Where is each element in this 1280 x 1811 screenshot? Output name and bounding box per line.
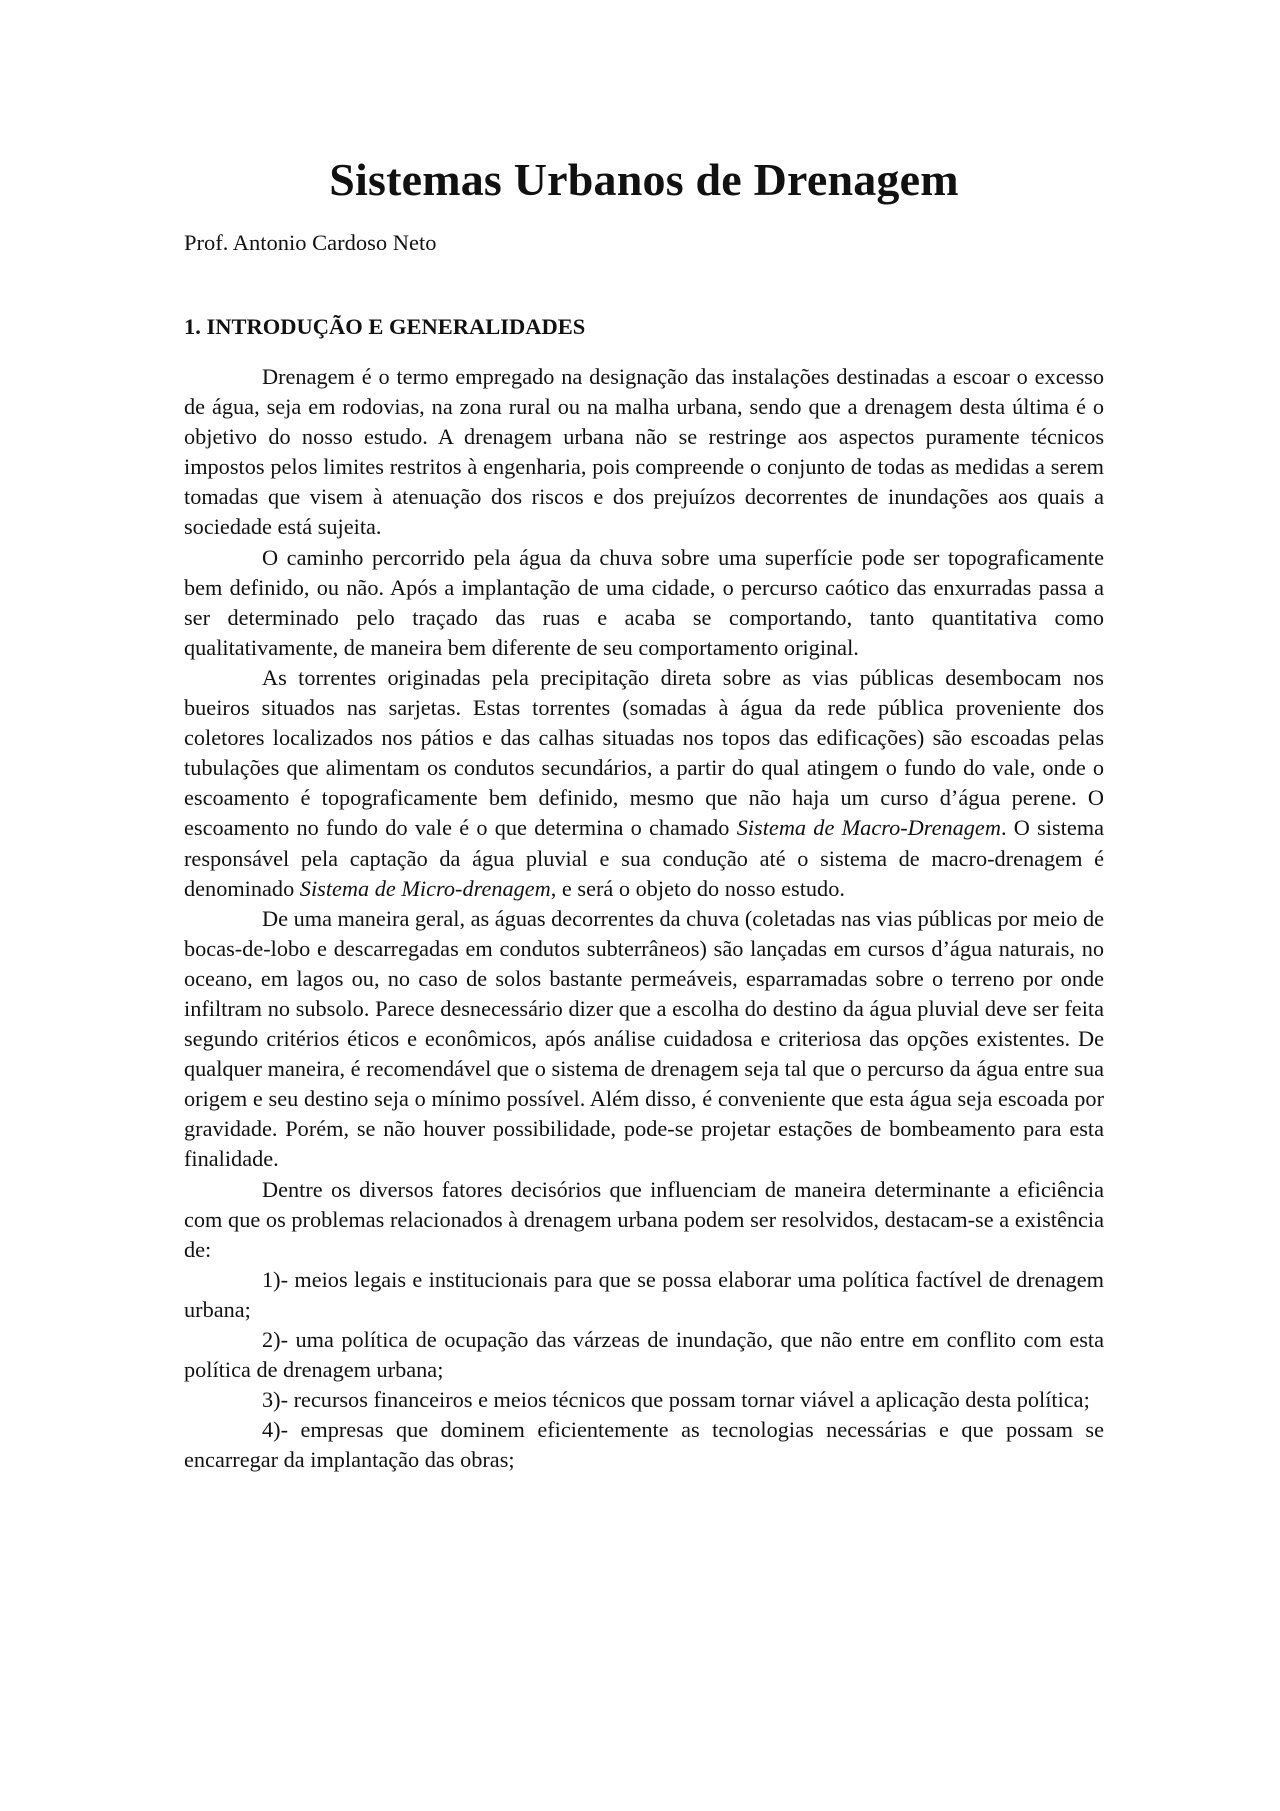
paragraph-destino-aguas: De uma maneira geral, as águas decorrentes da chuva (coletadas nas vias públicas por meio de bocas-de-lobo e descarregadas em condutos subterrâneos) são lançadas em cursos d’água naturais, no oceano, em lagos ou, no caso de solos bastante permeáveis, esparramadas sobre o terreno por onde infiltram no subsolo. Parece desnecessário dizer que a escolha do destino da água pluvial deve ser feita segundo critérios éticos e econômicos, após análise cuidadosa e criteriosa das opções existentes. De qualquer maneira, é recomendável que o sistema de drenagem seja tal que o percurso da água entre sua origem e seu destino seja o mínimo possível. Além disso, é conveniente que esta água seja escoada por gravidade. Porém, se não houver possibilidade, pode-se projetar estações de bombeamento para esta finalidade.	[184, 905, 1104, 1172]
paragraph-caminho-agua: O caminho percorrido pela água da chuva sobre uma superfície pode ser topograficamente bem definido, ou não. Após a implantação de uma cidade, o percurso caótico das enxurradas passa a ser determinado pelo traçado das ruas e acaba se comportando, tanto quantitativa como qualitativamente, de maneira bem diferente de seu comportamento original.	[184, 544, 1104, 660]
term-macro-drenagem: Sistema de Macro-Drenagem	[736, 815, 1001, 841]
paragraph-torrentes-part3: , e será o objeto do nosso estudo.	[550, 875, 845, 901]
paragraph-drenagem-definition: Drenagem é o termo empregado na designação das instalações destinadas a escoar o excesso de água, seja em rodovias, na zona rural ou na malha urbana, sendo que a drenagem desta última é o objetivo do nosso estudo. A drenagem urbana não se restringe aos aspectos puramente técnicos impostos pelos limites restritos à engenharia, pois compreende o conjunto de todas as medidas a serem tomadas que visem à atenuação dos riscos e dos prejuízos decorrentes de inundações aos quais a sociedade está sujeita.	[184, 364, 1104, 540]
term-micro-drenagem: Sistema de Micro-drenagem	[299, 875, 551, 901]
list-item-3: 3)- recursos financeiros e meios técnicos que possam tornar viável a aplicação desta política;	[262, 1387, 1090, 1413]
document-content	[184, 150, 1104, 1475]
paragraph-torrentes-part1: As torrentes originadas pela precipitação direta sobre as vias públicas desembocam nos bueiros situados nas sarjetas. Estas torrentes (somadas à água da rede pública proveniente dos coletores localizados nos pátios e das calhas situadas nos topos das edificações) são escoadas pelas tubulações que alimentam os condutos secundários, a partir do qual atingem o fundo do vale, onde o escoamento é topograficamente bem definido, mesmo que não haja um curso d’água perene. O escoamento no fundo do vale é o que determina o chamado	[184, 664, 1104, 841]
list-item-4: 4)- empresas que dominem eficientemente as tecnologias necessárias e que possam se encarregar da implantação das obras;	[184, 1417, 1104, 1473]
paragraph-torrentes-part2: . O sistema responsável pela captação da água pluvial e sua condução até o sistema de macro-drenagem é denominado	[184, 815, 1104, 901]
section-body	[184, 362, 1104, 1475]
author-line: Prof. Antonio Cardoso Neto	[184, 230, 437, 255]
section-heading: 1. INTRODUÇÃO E GENERALIDADES	[184, 314, 586, 339]
list-item-1: 1)- meios legais e institucionais para que se possa elaborar uma política factível de drenagem urbana;	[184, 1266, 1104, 1322]
paragraph-torrentes	[184, 663, 1104, 904]
paragraph-fatores-decisorios: Dentre os diversos fatores decisórios que influenciam de maneira determinante a eficiência com que os problemas relacionados à drenagem urbana podem ser resolvidos, destacam-se a existência de:	[184, 1176, 1104, 1262]
document-title: Sistemas Urbanos de Drenagem	[329, 154, 959, 205]
list-item-2: 2)- uma política de ocupação das várzeas de inundação, que não entre em conflito com esta política de drenagem urbana;	[184, 1327, 1104, 1383]
